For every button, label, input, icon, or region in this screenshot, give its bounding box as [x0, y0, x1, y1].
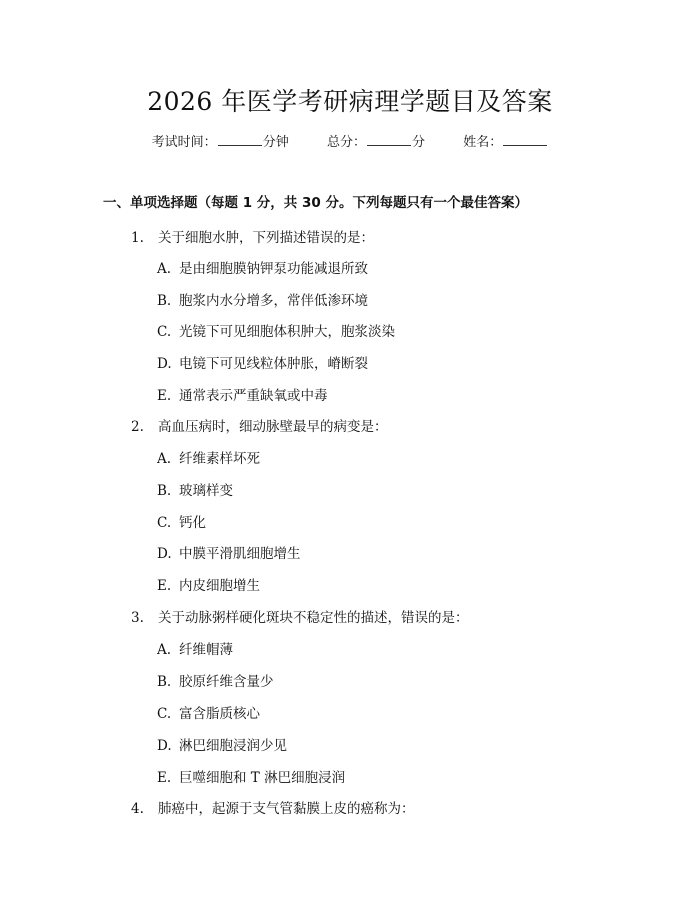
section-heading: 一、单项选择题（每题 1 分，共 30 分。下列每题只有一个最佳答案） — [103, 195, 528, 211]
option-text: 纤维素样坏死 — [179, 451, 260, 467]
name-label: 姓名： — [463, 135, 503, 150]
option-letter: C. — [157, 324, 172, 340]
question-2 — [131, 415, 388, 435]
option-text: 内皮细胞增生 — [179, 578, 260, 594]
question-1 — [131, 226, 374, 246]
option-letter: B. — [157, 674, 172, 690]
question-number: 1. — [131, 230, 144, 246]
option-text: 中膜平滑肌细胞增生 — [179, 546, 301, 562]
option-letter: B. — [157, 293, 172, 309]
question-text: 肺癌中，起源于支气管黏膜上皮的癌称为： — [158, 801, 415, 817]
option-letter: A. — [157, 642, 172, 658]
option-text: 富含脂质核心 — [179, 706, 260, 722]
option-letter: E. — [157, 388, 172, 404]
option-letter: A. — [157, 261, 172, 277]
option-text: 是由细胞膜钠钾泵功能减退所致 — [179, 261, 368, 277]
document-title: 2026 年医学考研病理学题目及答案 — [147, 87, 553, 116]
option-text: 胞浆内水分增多，常伴低渗环境 — [179, 293, 368, 309]
question-number: 4. — [131, 801, 144, 817]
option-text: 胶原纤维含量少 — [179, 674, 274, 690]
option-1d — [157, 352, 368, 372]
option-2a — [157, 447, 260, 467]
option-text: 电镜下可见线粒体肿胀，嵴断裂 — [179, 356, 368, 372]
question-number: 3. — [131, 610, 144, 626]
question-text: 关于细胞水肿，下列描述错误的是： — [158, 230, 374, 246]
option-2b — [157, 479, 233, 499]
option-2e — [157, 574, 260, 594]
time-label: 考试时间： — [151, 135, 217, 150]
option-text: 光镜下可见细胞体积肿大，胞浆淡染 — [179, 324, 395, 340]
question-text: 关于动脉粥样硬化斑块不稳定性的描述，错误的是： — [158, 610, 469, 626]
option-text: 巨噬细胞和 T 淋巴细胞浸润 — [179, 770, 346, 786]
option-text: 钙化 — [179, 515, 206, 531]
option-1a — [157, 257, 368, 277]
score-unit: 分 — [412, 135, 426, 150]
option-letter: E. — [157, 770, 172, 786]
option-letter: B. — [157, 483, 172, 499]
option-1c — [157, 320, 395, 340]
option-1e — [157, 384, 328, 404]
score-blank — [367, 133, 411, 146]
question-number: 2. — [131, 419, 144, 435]
question-4 — [131, 797, 415, 817]
option-text: 淋巴细胞浸润少见 — [179, 738, 287, 754]
question-3 — [131, 606, 469, 626]
option-3c — [157, 702, 260, 722]
option-2c — [157, 511, 206, 531]
option-text: 通常表示严重缺氧或中毒 — [179, 388, 328, 404]
option-text: 玻璃样变 — [179, 483, 233, 499]
score-label: 总分： — [326, 135, 366, 150]
option-3b — [157, 670, 274, 690]
option-letter: D. — [157, 356, 172, 372]
option-letter: D. — [157, 546, 172, 562]
option-text: 纤维帽薄 — [179, 642, 233, 658]
option-letter: A. — [157, 451, 172, 467]
option-2d — [157, 542, 301, 562]
option-3a — [157, 638, 233, 658]
option-3d — [157, 734, 287, 754]
option-1b — [157, 289, 368, 309]
option-letter: C. — [157, 706, 172, 722]
option-letter: C. — [157, 515, 172, 531]
exam-info-line — [0, 131, 700, 150]
question-text: 高血压病时，细动脉壁最早的病变是： — [158, 419, 388, 435]
option-3e — [157, 766, 345, 786]
time-unit: 分钟 — [262, 135, 289, 150]
time-blank — [218, 133, 262, 146]
name-blank — [503, 133, 547, 146]
option-letter: D. — [157, 738, 172, 754]
option-letter: E. — [157, 578, 172, 594]
